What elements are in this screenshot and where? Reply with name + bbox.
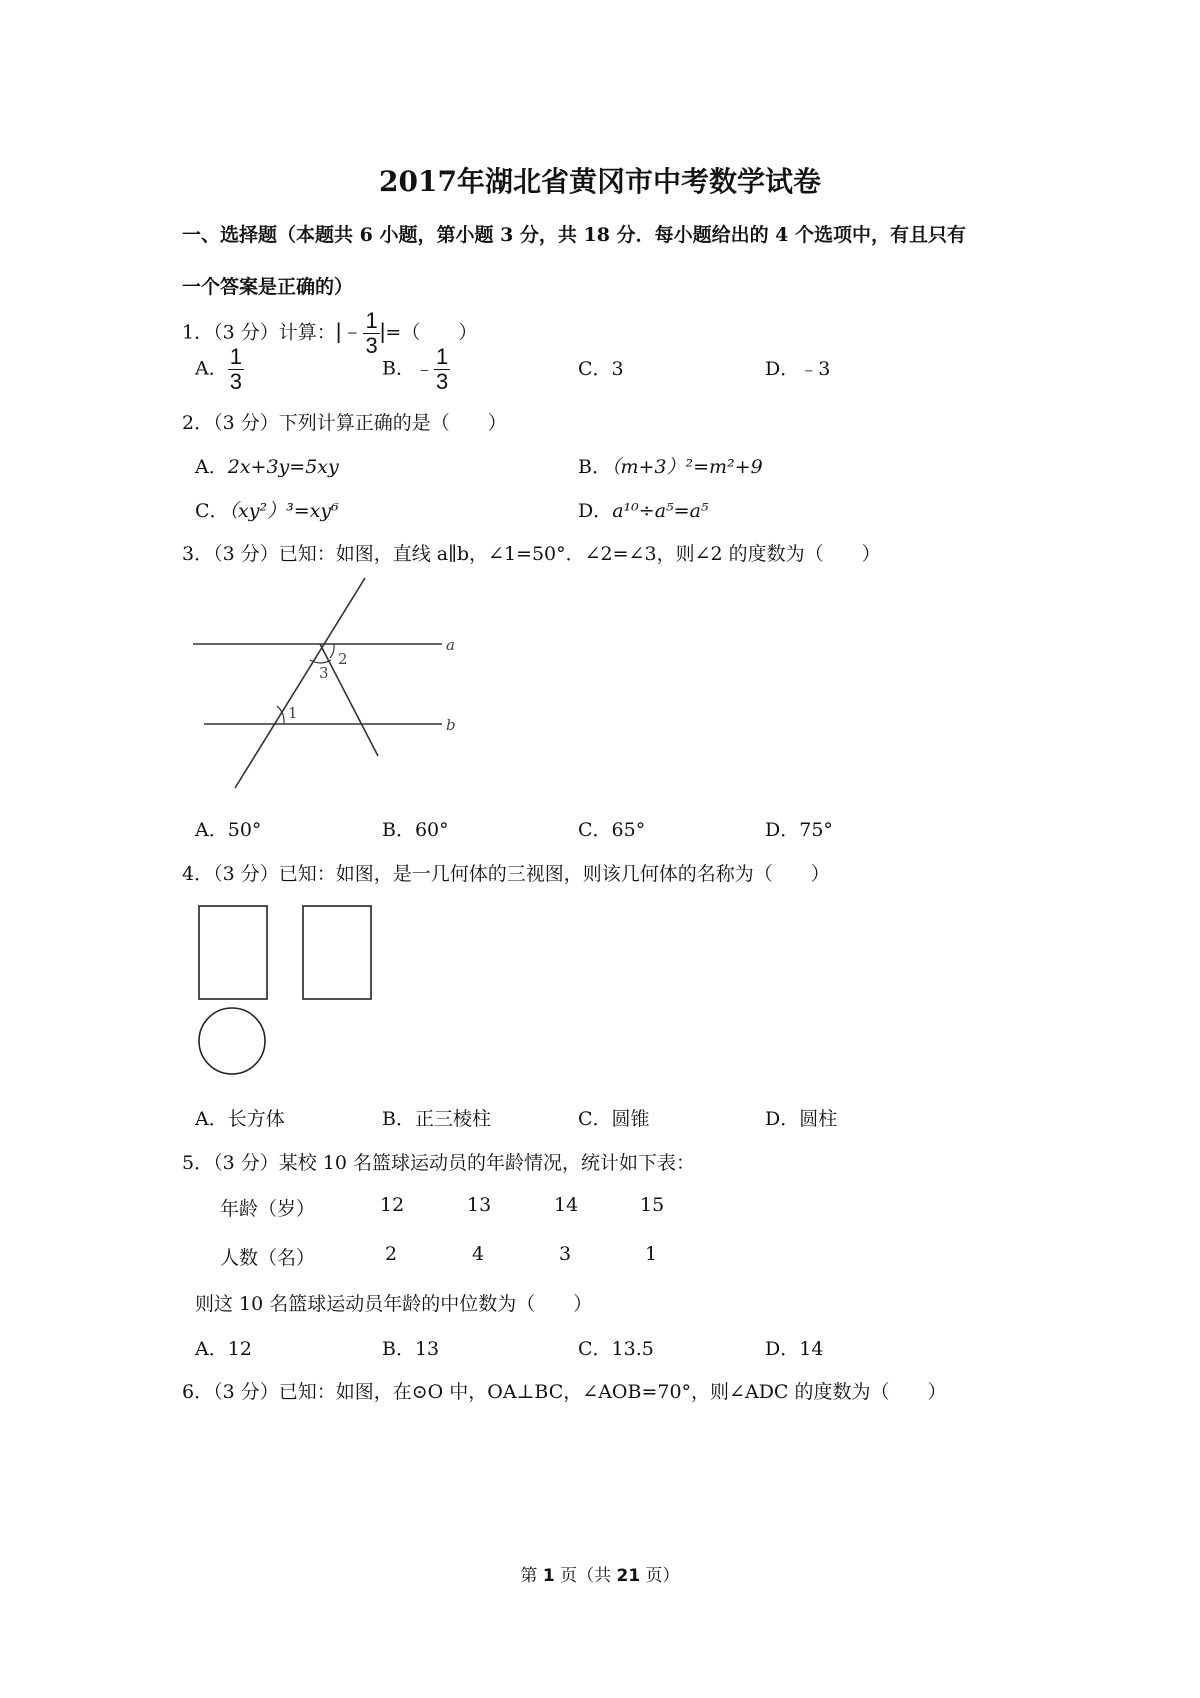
- q2-option-a: A．2x+3y=5xy: [195, 456, 339, 478]
- q4-option-a: A．长方体: [195, 1108, 285, 1130]
- q2-option-c: C．（xy²）³=xy⁶: [195, 500, 339, 522]
- question-3: 3．（3 分）已知：如图，直线 a∥b，∠1=50°．∠2=∠3，则∠2 的度数为（ ）: [182, 543, 881, 565]
- q5-option-c: C．13.5: [578, 1338, 654, 1360]
- angle-2-arc: [330, 644, 334, 658]
- table-cell: 1: [645, 1243, 658, 1265]
- table-cell: 12: [380, 1194, 405, 1216]
- label-angle-2: 2: [338, 650, 348, 668]
- question-1-suffix: =（ ）: [385, 321, 478, 344]
- table-row1-header: 年龄（岁）: [220, 1198, 316, 1220]
- page-footer: 第 1 页（共 21 页）: [520, 1566, 680, 1586]
- table-cell: 13: [467, 1194, 492, 1216]
- table-cell: 4: [472, 1243, 485, 1265]
- table-cell: 14: [554, 1194, 579, 1216]
- label-angle-3: 3: [319, 664, 329, 682]
- question-2: 2．（3 分）下列计算正确的是（ ）: [182, 412, 507, 434]
- question-1-abs-left: |﹣: [335, 318, 364, 344]
- q5-option-b: B．13: [382, 1338, 440, 1360]
- q1-option-a: A． $\frac{1}{3}$: [195, 344, 242, 394]
- question-4: 4．（3 分）已知：如图，是一几何体的三视图，则该几何体的名称为（ ）: [182, 863, 830, 885]
- q2-option-b: B．（m+3）²=m²+9: [578, 456, 763, 478]
- section-heading-line2: 一个答案是正确的）: [182, 276, 354, 298]
- top-view-circle: [199, 1008, 265, 1074]
- table-row2-header: 人数（名）: [220, 1247, 316, 1269]
- q1-option-d: D．﹣3: [765, 358, 831, 380]
- section-heading-line1: 一、选择题（本题共 6 小题，第小题 3 分，共 18 分．每小题给出的 4 个选项中，有且只有: [182, 224, 967, 246]
- table-cell: 15: [640, 1194, 665, 1216]
- q1-option-c: C．3: [578, 358, 624, 380]
- transversal-1: [235, 578, 365, 788]
- label-b: b: [446, 716, 456, 734]
- label-angle-1: 1: [288, 704, 298, 722]
- q3-option-a: A．50°: [195, 819, 262, 841]
- table-cell: 2: [385, 1243, 398, 1265]
- q4-option-d: D．圆柱: [765, 1108, 838, 1130]
- page-title: 2017年湖北省黄冈市中考数学试卷: [379, 165, 821, 198]
- front-view-rect: [199, 906, 267, 999]
- q5-option-a: A．12: [195, 1338, 252, 1360]
- total-pages: 21: [616, 1566, 641, 1586]
- label-a: a: [446, 636, 455, 654]
- q4-option-b: B．正三棱柱: [382, 1108, 491, 1130]
- question-1-prefix: 1．（3 分）计算：: [182, 321, 336, 344]
- question-5: 5．（3 分）某校 10 名篮球运动员的年龄情况，统计如下表：: [182, 1152, 695, 1174]
- q1-option-b: B．﹣ $\frac{1}{3}$: [382, 344, 449, 394]
- question-3-figure: [180, 570, 480, 800]
- q3-option-d: D．75°: [765, 819, 833, 841]
- question-5-followup: 则这 10 名篮球运动员年龄的中位数为（ ）: [195, 1293, 593, 1315]
- table-cell: 3: [559, 1243, 572, 1265]
- question-1-abs-right: |: [379, 318, 386, 344]
- question-6: 6．（3 分）已知：如图，在⊙O 中，OA⊥BC，∠AOB=70°，则∠ADC 的度数为（ ）: [182, 1381, 947, 1403]
- side-view-rect: [303, 906, 371, 999]
- page-number: 1: [542, 1566, 555, 1586]
- q4-option-c: C．圆锥: [578, 1108, 650, 1130]
- q2-option-d: D．a¹⁰÷a⁵=a⁵: [578, 500, 709, 522]
- q5-option-d: D．14: [765, 1338, 824, 1360]
- q3-option-b: B．60°: [382, 819, 449, 841]
- q3-option-c: C．65°: [578, 819, 646, 841]
- question-4-figure: [190, 895, 390, 1085]
- question-1-fraction: $\frac{1}{3}$: [365, 308, 378, 358]
